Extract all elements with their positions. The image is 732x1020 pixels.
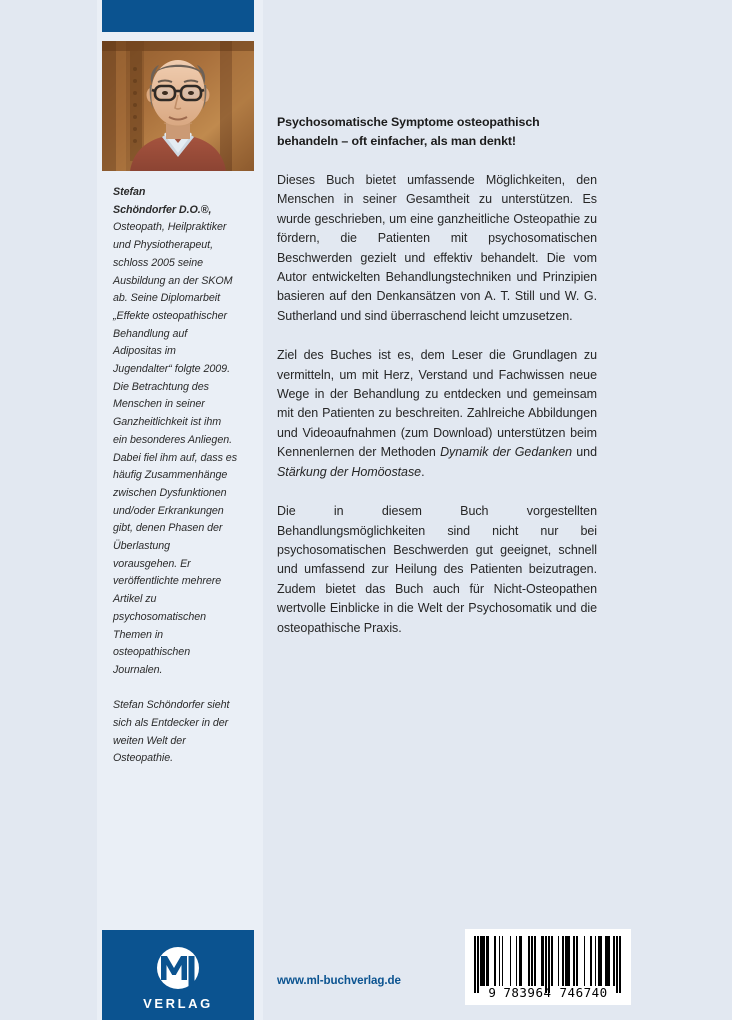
barcode-group-2: 746740 xyxy=(559,985,608,1000)
publisher-logo-block xyxy=(102,930,254,1020)
blurb-column xyxy=(277,113,597,638)
author-bio-paragraph-2: Stefan Schöndorfer sieht sich als Entdecker in der weiten Welt der Osteopathie. xyxy=(113,699,230,765)
publisher-website-link[interactable]: www.ml-buchverlag.de xyxy=(277,974,401,987)
barcode-lead-digit: 9 xyxy=(488,985,497,1000)
author-bio xyxy=(113,184,237,768)
author-name-line-1: Stefan xyxy=(113,186,146,198)
author-portrait-photo xyxy=(102,41,254,171)
portrait-illustration xyxy=(102,41,254,171)
author-name-line-2: Schöndorfer D.O.®, xyxy=(113,203,212,216)
author-bio-paragraph-1 xyxy=(113,184,237,680)
blurb-paragraph-2 xyxy=(277,346,597,482)
blurb-p2-part-1: Ziel des Buches ist es, dem Leser die Grundlagen zu vermitteln, um mit Herz, Verstand und Fachwissen neue Wege in der Behandlung zu entdecken und gemeinsam mit den Patienten zu beschreiten. Zahlreiche Abbildungen und Videoaufnahmen (zum Download) unterstützen beim Kennenlernen der Methoden xyxy=(277,348,597,460)
blurb-paragraph-3: Die in diesem Buch vorgestellten Behandlungsmöglichkeiten sind nicht nur bei psychosomatischen Beschwerden gut geeignet, schnell und umfassend zur Heilung des Patienten beizutragen. Zudem bietet das Buch auch für Nicht-Osteopathen wertvolle Einblicke in die Welt der Psychosomatik und die osteopathische Praxis. xyxy=(277,504,597,635)
blurb-headline: Psychosomatische Symptome osteopathisch behandeln – oft einfacher, als man denkt! xyxy=(277,115,540,148)
blurb-p2-part-2: und xyxy=(572,445,597,460)
author-bio-text-1: Osteopath, Heilpraktiker und Physiotherapeut, schloss 2005 seine Ausbildung an der SKOM ab. Seine Diplomarbeit „Effekte osteopathischer Behandlung auf Adipositas im Jugendalter“ folgte 2009. Die Betrachtung des Menschen in seiner Ganzheitlichkeit ist ihm ein besonderes Anliegen. Dabei fiel ihm auf, dass es häufig Zusammenhänge zwischen Dysfunktionen und/oder Erkrankungen gibt, denen Phasen der Überlastung vorausgehen. Er veröffentlichte mehrere Artikel zu psychosomatischen Themen in osteopathischen Journalen. xyxy=(113,221,237,676)
isbn-barcode xyxy=(465,929,631,1005)
blurb-paragraph-1: Dieses Buch bietet umfassende Möglichkeiten, den Menschen in seiner Gesamtheit zu unterstützen. Es wurde geschrieben, um eine ganzheitliche Osteopathie zu fördern, die Patienten mit psychosomatischen Beschwerden gezielt und effektiv behandelt. Die vom Autor entwickelten Behandlungstechniken und Prinzipien basieren auf den Denkansätzen von A. T. Still und W. G. Sutherland und sind überraschend leicht umzusetzen. xyxy=(277,173,597,323)
method-name-dynamik: Dynamik der Gedanken xyxy=(440,445,573,460)
barcode-group-1: 783964 xyxy=(503,985,552,1000)
top-blue-bar xyxy=(102,0,254,32)
ml-logo-icon xyxy=(150,942,206,998)
method-name-staerkung: Stärkung der Homöostase xyxy=(277,464,422,479)
barcode-digits xyxy=(465,985,631,1000)
publisher-logo-wordmark: VERLAG xyxy=(143,996,213,1011)
barcode-bars xyxy=(474,936,621,986)
blurb-p2-part-3: . xyxy=(421,464,425,479)
